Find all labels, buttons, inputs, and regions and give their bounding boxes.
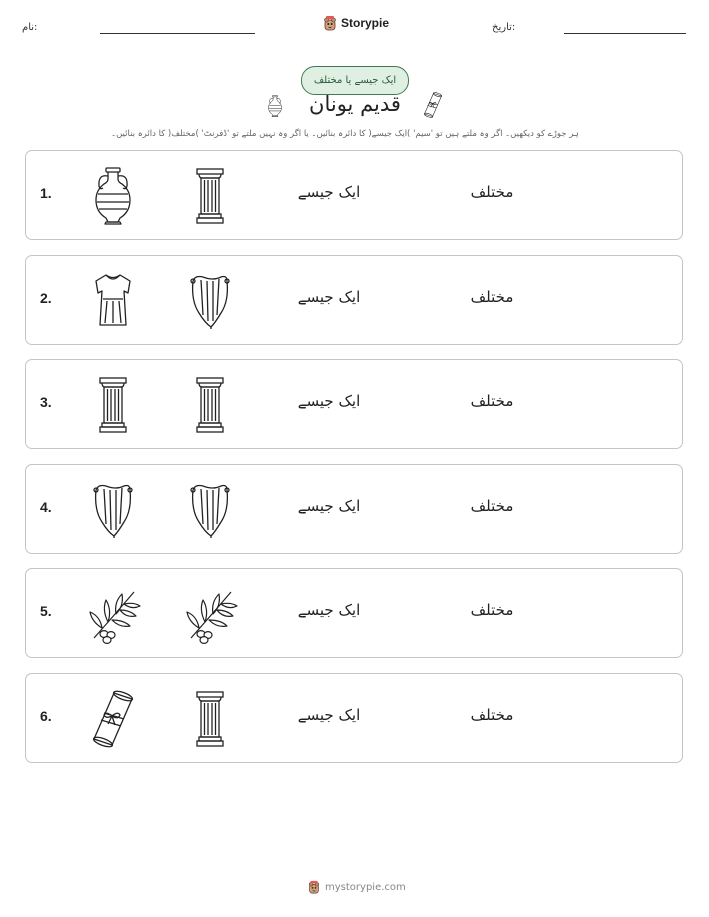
different-option[interactable]: مختلف <box>470 705 514 724</box>
olive-branch-icon <box>84 584 142 644</box>
left-picture <box>84 584 142 644</box>
same-option[interactable]: ایک جیسے <box>297 601 361 619</box>
scroll-icon <box>420 89 446 121</box>
name-line[interactable] <box>100 33 255 34</box>
date-line[interactable] <box>564 33 686 34</box>
left-picture <box>84 689 142 749</box>
right-picture <box>181 689 239 749</box>
column-icon <box>181 166 239 226</box>
right-picture <box>181 584 239 644</box>
question-row <box>25 464 683 554</box>
question-row <box>25 568 683 658</box>
question-row <box>25 673 683 763</box>
right-picture <box>181 271 239 331</box>
worksheet-type-badge: ایک جیسے یا مختلف <box>301 66 409 95</box>
question-number: 4. <box>40 498 52 515</box>
question-row <box>25 255 683 345</box>
olive-branch-icon <box>181 584 239 644</box>
different-option[interactable]: مختلف <box>470 183 514 201</box>
harp-icon <box>181 271 239 331</box>
question-number: 6. <box>40 707 52 724</box>
same-option[interactable]: ایک جیسے <box>297 287 361 306</box>
question-number: 2. <box>40 289 52 306</box>
name-label: نام: <box>22 22 38 33</box>
same-option[interactable]: ایک جیسے <box>297 705 361 724</box>
different-option[interactable]: مختلف <box>470 287 514 306</box>
same-option[interactable]: ایک جیسے <box>297 496 361 515</box>
question-number: 3. <box>40 394 52 410</box>
different-option[interactable]: مختلف <box>470 392 514 410</box>
harp-icon <box>84 480 142 540</box>
left-picture <box>84 375 142 435</box>
left-picture <box>84 480 142 540</box>
page-title: قدیم یونان <box>309 92 401 116</box>
different-option[interactable]: مختلف <box>470 496 514 515</box>
footer <box>307 880 406 894</box>
different-option[interactable]: مختلف <box>470 601 514 619</box>
tunic-icon <box>84 271 142 331</box>
mascot-icon <box>322 15 338 31</box>
same-option[interactable]: ایک جیسے <box>297 183 361 201</box>
column-icon <box>181 689 239 749</box>
brand-name: Storypie <box>341 16 390 30</box>
date-label: تاریخ: <box>492 22 516 33</box>
harp-icon <box>181 480 239 540</box>
question-number: 5. <box>40 603 52 619</box>
brand-logo <box>322 13 389 33</box>
scroll-icon <box>84 689 142 749</box>
question-number: 1. <box>40 185 52 201</box>
instructions: ہر جوڑے کو دیکھیں۔ اگر وہ ملتے ہیں تو 'سیم' )ایک جیسے( کا دائرہ بنائیں۔ یا اگر وہ نہیں ملتے تو 'ڈفرنٹ' )مختلف( کا دائرہ بنائیں۔ <box>111 129 579 139</box>
question-row <box>25 150 683 240</box>
right-picture <box>181 375 239 435</box>
column-icon <box>181 375 239 435</box>
footer-url: mystorypie.com <box>325 881 406 893</box>
left-picture <box>84 166 142 226</box>
left-picture <box>84 271 142 331</box>
mascot-icon <box>307 880 321 894</box>
same-option[interactable]: ایک جیسے <box>297 392 361 410</box>
amphora-icon <box>84 166 142 226</box>
right-picture <box>181 480 239 540</box>
right-picture <box>181 166 239 226</box>
column-icon <box>84 375 142 435</box>
question-row <box>25 359 683 449</box>
